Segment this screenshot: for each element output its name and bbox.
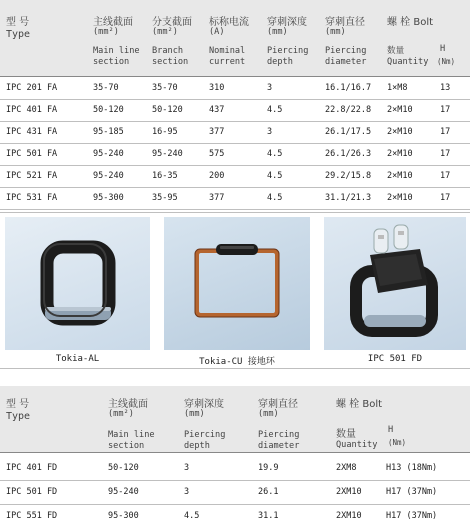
photos-bottom-rule	[0, 368, 470, 369]
t1-row-cell: 50-120	[152, 105, 183, 115]
t1-row-cell: 95-300	[93, 193, 124, 203]
t1-row-cell: 4.5	[267, 193, 283, 203]
t1-branch-unit: (mm²)	[152, 27, 178, 37]
t1-row-cell: 95-185	[93, 127, 124, 137]
t1-row-cell: 17	[440, 127, 451, 137]
t1-row-cell: 3	[267, 83, 273, 93]
t1-row-cell: 35-70	[152, 83, 178, 93]
t1-type-en: Type	[6, 29, 31, 40]
t1-main-unit: (mm²)	[93, 27, 119, 37]
t1-row-type: IPC 401 FA	[6, 105, 58, 115]
t2-row-cell: 3	[184, 487, 190, 497]
t2-diam-cn: 穿刺直径	[258, 399, 298, 410]
t1-row-divider	[0, 143, 470, 144]
t1-row-cell: 2×M10	[387, 105, 413, 115]
t2-row-cell: 95-240	[108, 487, 139, 497]
t2-depth-cn: 穿刺深度	[184, 399, 224, 410]
t1-row-cell: 13	[440, 83, 451, 93]
t2-diam-en: Piercing diameter	[258, 430, 300, 451]
t1-row-cell: 22.8/22.8	[325, 105, 372, 115]
ipc-501-fd-image	[324, 217, 466, 350]
t1-row-cell: 29.2/15.8	[325, 171, 372, 181]
t1-row-cell: 4.5	[267, 105, 283, 115]
t1-main-cn: 主线截面	[93, 17, 133, 28]
t2-row-cell: 50-120	[108, 463, 139, 473]
t1-row-cell: 16.1/16.7	[325, 83, 372, 93]
t1-row-divider	[0, 165, 470, 166]
t2-row-divider	[0, 504, 470, 505]
t1-diam-unit: (mm)	[325, 27, 346, 37]
t2-bolt-qty-cn: 数量	[336, 429, 356, 440]
t1-bolt-cn: 螺 栓 Bolt	[387, 17, 434, 28]
t1-row-cell: 377	[209, 127, 225, 137]
t1-nominal-unit: (A)	[209, 27, 225, 37]
t2-row-type: IPC 551 FD	[6, 511, 58, 521]
t1-row-cell: 4.5	[267, 171, 283, 181]
t1-bolt-h-unit: (Nm)	[437, 57, 456, 66]
t1-row-cell: 17	[440, 193, 451, 203]
tokia-cu-image	[164, 217, 310, 350]
t1-branch-en: Branch section	[152, 46, 189, 67]
t2-bolt-h-unit: (Nm)	[388, 438, 407, 447]
t1-depth-cn: 穿刺深度	[267, 17, 307, 28]
t1-bolt-qty: 数量 Quantity	[387, 46, 429, 67]
photo-tokia-cu	[164, 217, 310, 350]
t2-row-cell: 19.9	[258, 463, 279, 473]
t1-nominal-cn: 标称电流	[209, 17, 249, 28]
t1-depth-unit: (mm)	[267, 27, 288, 37]
t1-row-type: IPC 431 FA	[6, 127, 58, 137]
tokia-al-image	[5, 217, 150, 350]
t2-type-en: Type	[6, 411, 31, 422]
t2-row-cell: 2XM10	[336, 487, 362, 497]
t1-row-cell: 17	[440, 149, 451, 159]
t2-row-cell: 31.1	[258, 511, 279, 521]
t2-bolt-h: H	[388, 425, 394, 435]
photos-top-rule	[0, 212, 470, 213]
t1-row-cell: 1×M8	[387, 83, 408, 93]
t2-main-unit: (mm²)	[108, 409, 134, 419]
t1-row-cell: 4.5	[267, 149, 283, 159]
t1-row-cell: 377	[209, 193, 225, 203]
t2-row-cell: 2XM10	[336, 511, 362, 521]
t1-row-cell: 26.1/26.3	[325, 149, 372, 159]
t1-row-cell: 95-240	[93, 149, 124, 159]
t1-row-cell: 2×M10	[387, 149, 413, 159]
t1-row-cell: 310	[209, 83, 225, 93]
t2-row-type: IPC 401 FD	[6, 463, 58, 473]
t1-row-cell: 2×M10	[387, 193, 413, 203]
t1-row-cell: 17	[440, 171, 451, 181]
t2-row-cell: 3	[184, 463, 190, 473]
photo-caption-2: Tokia-CU 接地环	[199, 357, 275, 367]
t2-main-en: Main line section	[108, 430, 155, 451]
t1-row-cell: 437	[209, 105, 225, 115]
t2-row-divider	[0, 480, 470, 481]
photo-ipc-501-fd	[324, 217, 466, 350]
t1-row-cell: 31.1/21.3	[325, 193, 372, 203]
t1-row-cell: 35-95	[152, 193, 178, 203]
t2-type-cn: 型 号	[6, 399, 30, 410]
t1-row-type: IPC 531 FA	[6, 193, 58, 203]
t1-row-divider	[0, 121, 470, 122]
t1-row-cell: 95-240	[93, 171, 124, 181]
t1-row-cell: 2×M10	[387, 127, 413, 137]
t1-row-cell: 3	[267, 127, 273, 137]
t2-row-type: IPC 501 FD	[6, 487, 58, 497]
t1-main-en: Main line section	[93, 46, 140, 67]
t2-depth-unit: (mm)	[184, 409, 205, 419]
t1-row-type: IPC 201 FA	[6, 83, 58, 93]
t2-row-cell: 2XM8	[336, 463, 357, 473]
photo-caption-1: Tokia-AL	[55, 354, 100, 364]
t2-row-cell: 26.1	[258, 487, 279, 497]
t2-bolt-qty-en: Quantity	[336, 440, 378, 450]
t1-row-type: IPC 521 FA	[6, 171, 58, 181]
t1-diam-en: Piercing diameter	[325, 46, 367, 67]
t2-row-cell: 4.5	[184, 511, 200, 521]
t2-diam-unit: (mm)	[258, 409, 279, 419]
t1-row-type: IPC 501 FA	[6, 149, 58, 159]
t1-row-cell: 26.1/17.5	[325, 127, 372, 137]
t1-diam-cn: 穿刺直径	[325, 17, 365, 28]
t2-row-cell: 95-300	[108, 511, 139, 521]
photo-tokia-al	[5, 217, 150, 350]
t1-row-cell: 50-120	[93, 105, 124, 115]
t2-row-cell: H17 (37Nm)	[386, 487, 438, 497]
t1-type-cn: 型 号	[6, 17, 30, 28]
t1-row-divider	[0, 187, 470, 188]
t2-bolt-cn: 螺 栓 Bolt	[336, 399, 383, 410]
t1-row-cell: 575	[209, 149, 225, 159]
t1-bolt-h: H	[440, 44, 446, 54]
t1-nominal-en: Nominal current	[209, 46, 246, 67]
t2-row-cell: H17 (37Nm)	[386, 511, 438, 521]
t1-row-cell: 2×M10	[387, 171, 413, 181]
t1-row-cell: 200	[209, 171, 225, 181]
photo-caption-3: IPC 501 FD	[367, 354, 423, 364]
t1-row-cell: 16-35	[152, 171, 178, 181]
t1-header-rule	[0, 76, 470, 77]
t1-row-divider	[0, 209, 470, 210]
t1-row-divider	[0, 99, 470, 100]
t2-depth-en: Piercing depth	[184, 430, 226, 451]
t1-row-cell: 16-95	[152, 127, 178, 137]
t1-row-cell: 95-240	[152, 149, 183, 159]
t1-branch-cn: 分支截面	[152, 17, 192, 28]
t1-row-cell: 17	[440, 105, 451, 115]
t1-row-cell: 35-70	[93, 83, 119, 93]
t2-header-rule	[0, 452, 470, 453]
t1-depth-en: Piercing depth	[267, 46, 309, 67]
t2-main-cn: 主线截面	[108, 399, 148, 410]
t2-row-cell: H13 (18Nm)	[386, 463, 438, 473]
